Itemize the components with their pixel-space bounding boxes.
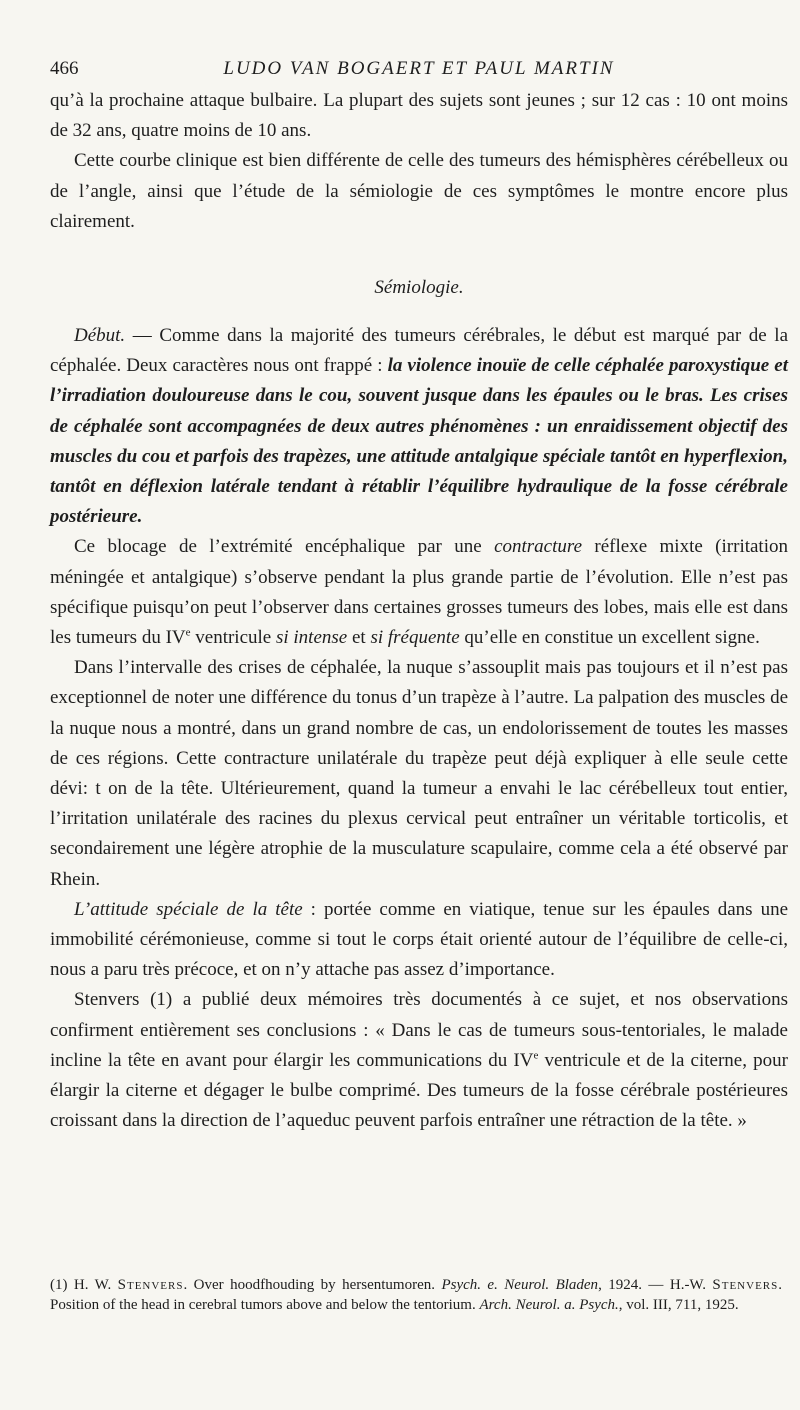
superscript: e	[533, 1049, 539, 1062]
footnote-author: Stenvers	[117, 1277, 184, 1293]
paragraph-2: Cette courbe clinique est bien différente de celle des tumeurs des hémisphères cérébelleux ou de l’angle, ainsi que l’étude de la sémiologie de ces symptômes le montre encore plus clairement.	[50, 150, 788, 232]
page	[50, 58, 788, 1137]
footnote-journal: Arch. Neurol. a. Psych.	[479, 1296, 619, 1313]
paragraph-blocage	[50, 532, 788, 653]
paragraph-debut	[50, 321, 788, 532]
emphasis-text: contracture	[494, 536, 583, 558]
section-title: Sémiologie.	[374, 277, 464, 299]
footnote-journal: Psych. e. Neurol. Bladen	[441, 1277, 599, 1293]
text-run: : portée comme en viatique, tenue sur les épaules dans une immobilité cérémonieuse, comme si tout le corps était orienté autour de l’équilibre de celle-ci, nous a paru très précoce, et on n’y attache pas assez d’importance.	[50, 898, 789, 981]
paragraph-intervalle: Dans l’intervalle des crises de céphalée, la nuque s’assouplit mais pas toujours et il n’est pas exceptionnel de noter une différence du tonus d’un trapèze à l’autre. La palpation des muscles de la nuque nous a montré, dans un grand nombre de cas, un endolorissement de toutes les masses de ces régions. Cette contracture unilatérale du trapèze peut déjà expliquer à elle seule cette dévi: t on de la tête. Ultérieurement, quand la tumeur a envahi le lac cérébelleux tout entier, l’irritation unilatérale des racines du plexus cervical peut entraîner un véritable torticolis, et secondairement une légère atrophie de la musculature scapulaire, comme cela a été observé par Rhein.	[50, 657, 788, 890]
running-title: LUDO VAN BOGAERT ET PAUL MARTIN	[223, 58, 615, 79]
footnote-text: (1) H. W.	[50, 1277, 118, 1293]
text-run: ventricule et de la citerne, pour élargir la citerne et dégager le bulbe comprimé. Des tumeurs de la fosse cérébrale postérieures croissant dans la direction de l’aqueduc peuvent parfois entraîner une rétraction de la tête. »	[50, 1049, 788, 1132]
superscript: e	[185, 626, 191, 639]
emphasis-text: si intense	[275, 627, 348, 649]
body-text	[50, 86, 788, 1137]
running-header	[50, 58, 788, 86]
text-run: Ce blocage de l’extrémité encéphalique par une	[74, 536, 495, 558]
text-run: qu’elle en constitue un excellent signe.	[459, 627, 760, 649]
footnote-author: Stenvers	[712, 1277, 779, 1293]
page-number: 466	[50, 58, 79, 79]
paragraph-1: qu’à la prochaine attaque bulbaire. La plupart des sujets sont jeunes ; sur 12 cas : 10 ont moins de 32 ans, quatre moins de 10 ans.	[50, 90, 788, 142]
footnote	[50, 1276, 782, 1315]
paragraph-lead: Début.	[74, 325, 126, 347]
paragraph-attitude	[50, 895, 788, 986]
emphasis-text: la violence inouïe de celle céphalée paroxystique et l’irradiation douloureuse dans le cou, souvent jusque dans les épaules ou le bras. Les crises de céphalée sont accompagnées de deux autres phénomènes : un enraidissement objectif des muscles du cou et parfois des trapèzes, une attitude antalgique spéciale tantôt en hyperflexion, tantôt en déflexion latérale tendant à rétablir l’équilibre hydraulique de la fosse cérébrale postérieure.	[50, 355, 788, 528]
paragraph-text: — Comme dans la majorité des tumeurs cérébrales, le début est marqué par de la céphalée. Deux caractères nous ont frappé :	[50, 325, 788, 377]
text-run: réflexe mixte (irritation méningée et antalgique) s’observe pendant la plus grande partie de l’évolution. Elle n’est pas spécifique puisqu’on peut l’observer dans certaines grosses tumeurs des lobes, mais elle est dans les tumeurs du IV	[50, 536, 788, 649]
footnote-text: . Over hoodfhouding by hersentumoren.	[183, 1277, 442, 1293]
text-run: ventricule	[190, 627, 276, 649]
text-run: Stenvers (1) a publié deux mémoires très documentés à ce sujet, et nos observations confirment entièrement ses conclusions : « Dans le cas de tumeurs sous-tentoriales, le malade incline la tête en avant pour élargir les communications du IV	[50, 989, 788, 1071]
paragraph-stenvers	[50, 985, 788, 1136]
emphasis-text: si fréquente	[370, 627, 460, 649]
text-run: et	[347, 627, 371, 649]
footnote-text: . Position of the head in cerebral tumors above and below the tentorium.	[50, 1277, 782, 1313]
footnote-text: , vol. III, 711, 1925.	[618, 1296, 739, 1313]
emphasis-text: L’attitude spéciale de la tête	[74, 898, 303, 920]
footnote-text: , 1924. — H.-W.	[598, 1277, 713, 1293]
